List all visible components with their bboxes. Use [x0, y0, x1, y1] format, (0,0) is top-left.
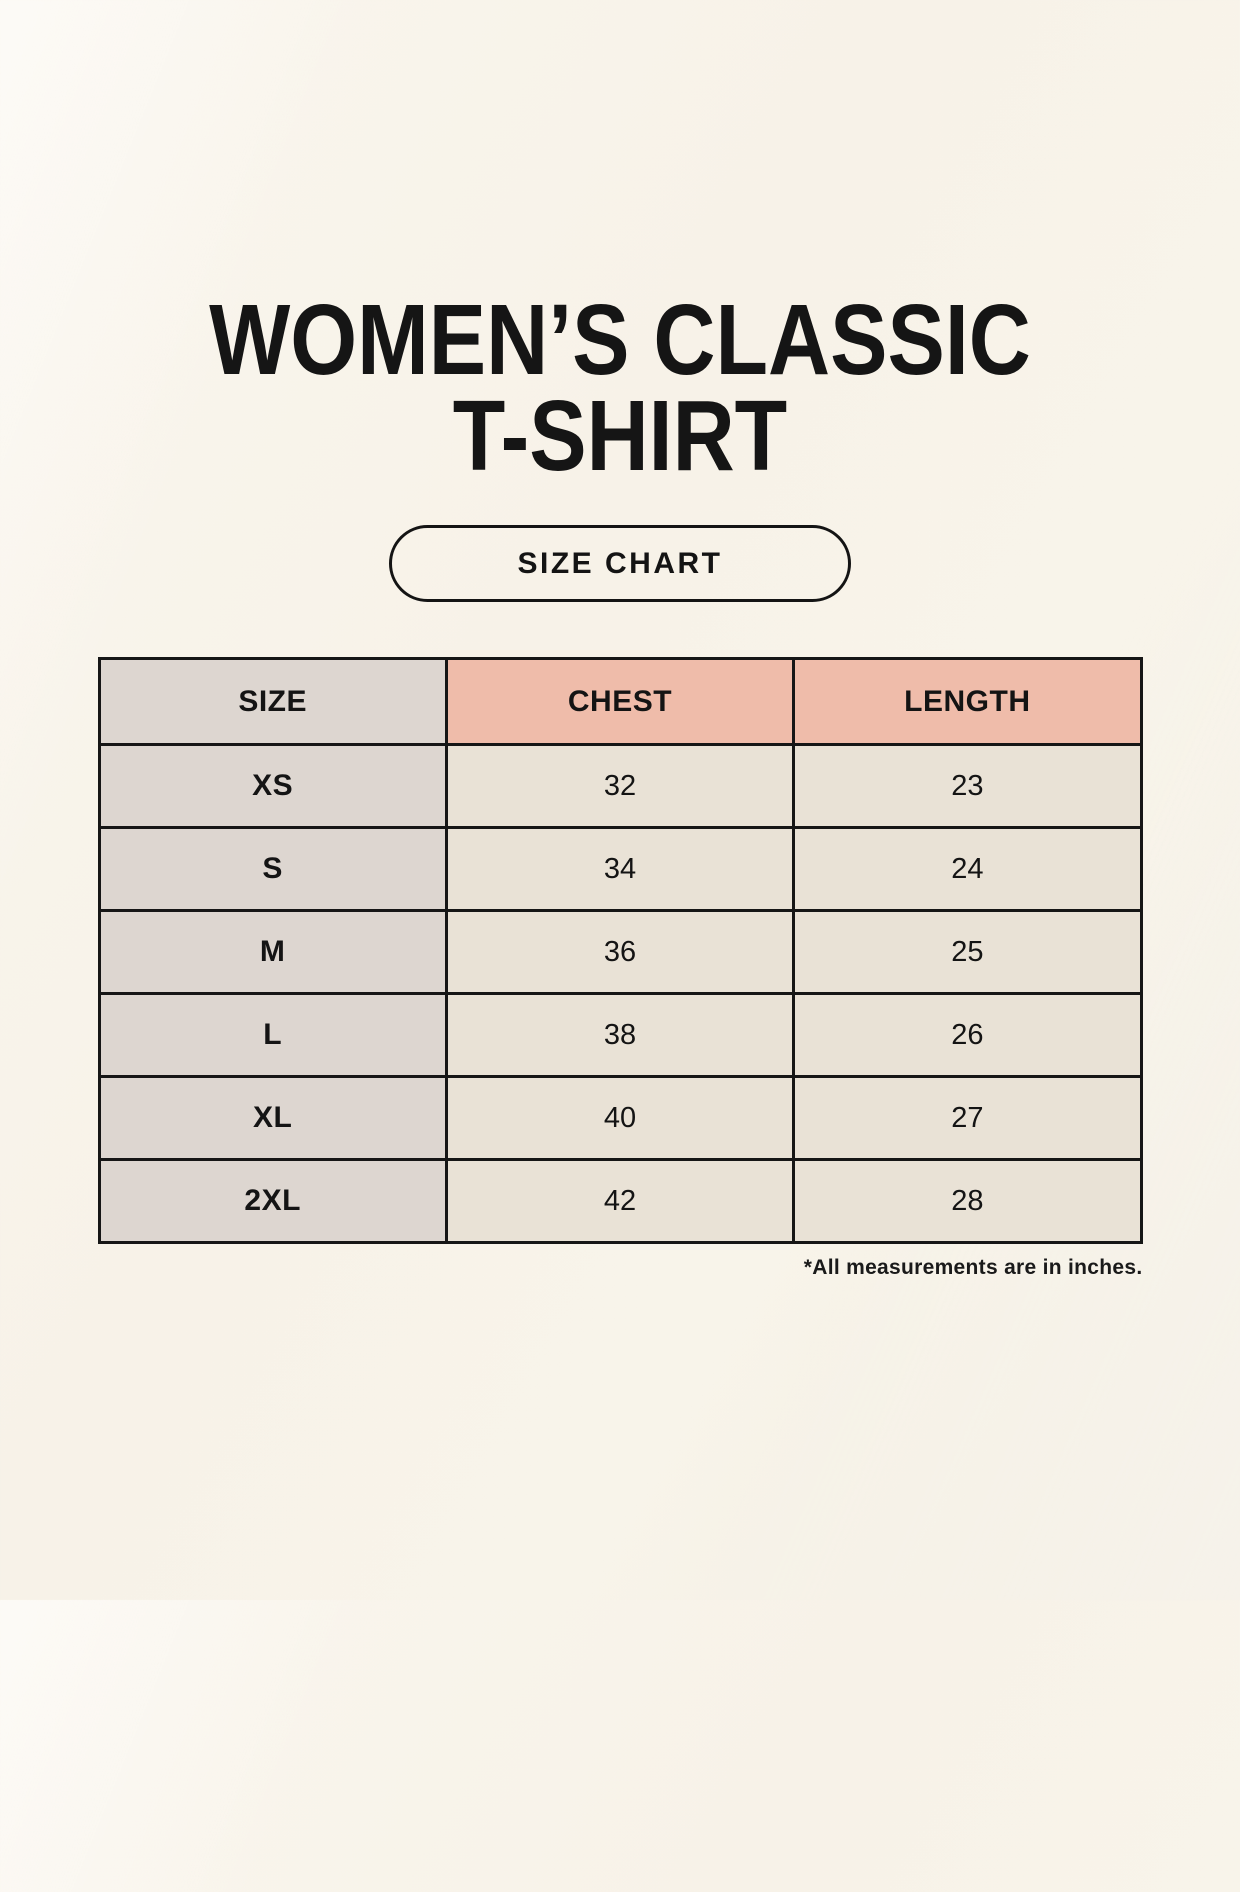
size-label: XL: [99, 1077, 446, 1160]
header-cell-length: LENGTH: [794, 659, 1141, 745]
header-row: [99, 659, 1141, 745]
table-row-s: [99, 828, 1141, 911]
measurements-footnote: *All measurements are in inches.: [803, 1256, 1143, 1279]
length-value: 26: [794, 994, 1141, 1077]
size-label: XS: [99, 745, 446, 828]
size-label: L: [99, 994, 446, 1077]
header-cell-size: SIZE: [99, 659, 446, 745]
size-table-header: [99, 659, 1141, 745]
length-value: 27: [794, 1077, 1141, 1160]
size-chart-page: [0, 284, 1240, 1892]
table-row-m: [99, 911, 1141, 994]
size-label: S: [99, 828, 446, 911]
table-row-l: [99, 994, 1141, 1077]
size-table: [98, 657, 1143, 1244]
chest-value: 32: [446, 745, 793, 828]
page-title: [87, 284, 1153, 492]
table-row-xl: [99, 1077, 1141, 1160]
page-title-line-2: T-SHIRT: [452, 380, 788, 492]
chest-value: 34: [446, 828, 793, 911]
size-label: M: [99, 911, 446, 994]
size-label: 2XL: [99, 1160, 446, 1243]
chest-value: 42: [446, 1160, 793, 1243]
length-value: 23: [794, 745, 1141, 828]
chest-value: 40: [446, 1077, 793, 1160]
length-value: 25: [794, 911, 1141, 994]
length-value: 28: [794, 1160, 1141, 1243]
chest-value: 38: [446, 994, 793, 1077]
size-table-body: [99, 745, 1141, 1243]
size-chart-badge: [389, 525, 851, 602]
page-title-line-1: WOMEN’S CLASSIC: [209, 284, 1031, 396]
size-chart-badge-label: SIZE CHART: [517, 546, 723, 580]
size-table-container: [98, 657, 1143, 1244]
table-row-xs: [99, 745, 1141, 828]
table-row-2xl: [99, 1160, 1141, 1243]
length-value: 24: [794, 828, 1141, 911]
chest-value: 36: [446, 911, 793, 994]
header-cell-chest: CHEST: [446, 659, 793, 745]
